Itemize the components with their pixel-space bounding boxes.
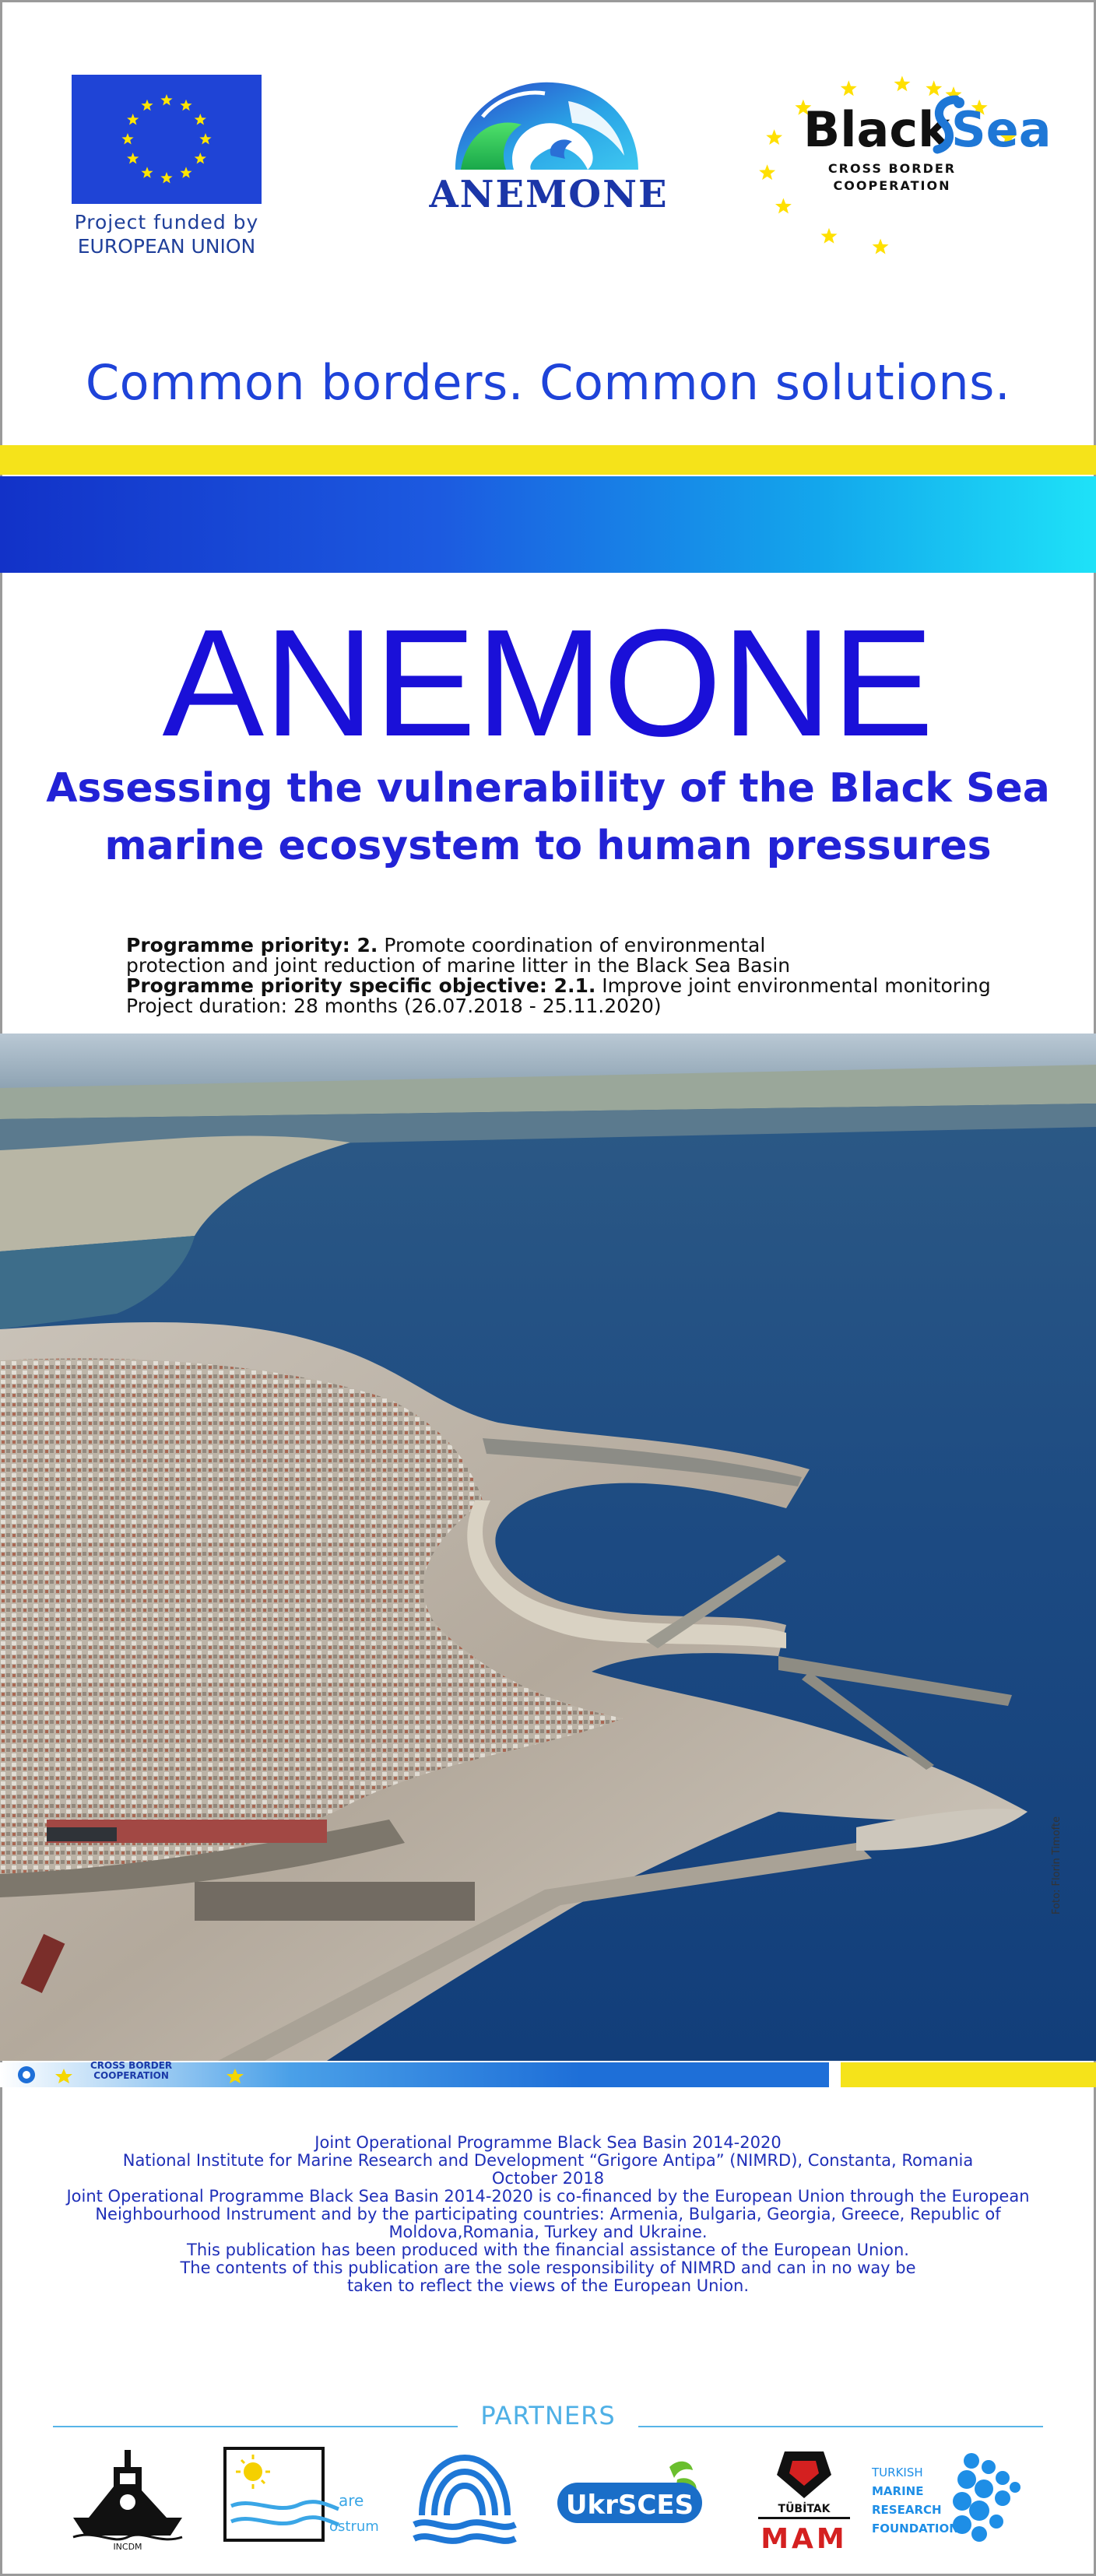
eu-funded-text: Project funded by — [74, 211, 259, 233]
subtitle-line-1: Assessing the vulnerability of the Black Sea — [46, 765, 1050, 812]
blacksea-logo-sub1: CROSS BORDER — [827, 161, 957, 176]
mare-nostrum-text-1: are — [339, 2491, 364, 2510]
cbc-band-text — [90, 2061, 172, 2081]
mam-logo-text: MAM — [761, 2523, 848, 2555]
blacksea-star-icon — [759, 164, 775, 180]
blacksea-logo-sub2: COOPERATION — [833, 178, 951, 193]
subtitle-line-2: marine ecosystem to human pressures — [104, 823, 992, 869]
mare-nostrum-logo-icon — [222, 2444, 381, 2553]
aerial-coast-photo — [0, 1034, 1096, 2061]
footer-line: The contents of this publication are the sole responsibility of NIMRD and can in no way be — [180, 2258, 916, 2277]
programme-info — [126, 935, 1021, 1016]
blacksea-star-icon — [841, 80, 857, 96]
partners-label: PARTNERS — [480, 2401, 616, 2430]
blue-gradient-band — [0, 476, 1096, 573]
footer-line: Joint Operational Programme Black Sea Basin 2014-2020 — [314, 2133, 782, 2152]
project-duration: Project duration: 28 months (26.07.2018 - 25.11.2020) — [126, 995, 662, 1017]
tubitak-logo-text: TÜBİTAK — [778, 2503, 831, 2515]
wave-circle-logo-icon — [411, 2444, 518, 2553]
page-subtitle — [0, 760, 1096, 875]
tmrf-text-1: TURKISH — [872, 2465, 923, 2479]
priority-label: Programme priority: 2. — [126, 934, 378, 956]
incdm-logo-text: INCDM — [113, 2542, 142, 2552]
objective-label: Programme priority specific objective: 2.1. — [126, 974, 596, 997]
priority-text-2: protection and joint reduction of marine litter in the Black Sea Basin — [126, 954, 791, 977]
footer-disclaimer — [31, 2134, 1065, 2295]
eu-name-text: EUROPEAN UNION — [77, 235, 256, 258]
tmrf-text-3: RESEARCH — [872, 2503, 942, 2517]
tmrf-logo-icon — [870, 2444, 1026, 2553]
tmrf-text-2: MARINE — [872, 2484, 924, 2498]
anemone-logo-text: ANEMONE — [429, 173, 669, 216]
blacksea-star-icon — [873, 239, 889, 254]
blacksea-star-icon — [926, 80, 942, 96]
blacksea-logo-word1: Black — [803, 101, 950, 158]
photo-credit: Foto: Florin Timofte — [1051, 1816, 1063, 1914]
incdm-logo-icon — [65, 2444, 190, 2553]
blacksea-cbc-logo-icon — [747, 68, 1052, 263]
eu-logo-block — [72, 75, 262, 258]
footer-line: Moldova,Romania, Turkey and Ukraine. — [388, 2223, 708, 2241]
footer-line: Joint Operational Programme Black Sea Basin 2014-2020 is co-financed by the European Union through the European — [66, 2187, 1030, 2206]
ukrsces-logo-icon — [553, 2444, 708, 2553]
blacksea-star-icon — [821, 228, 838, 244]
priority-text: Promote coordination of environmental — [378, 934, 766, 956]
page-title: ANEMONE — [162, 598, 934, 768]
tubitak-mam-logo-icon — [754, 2444, 855, 2553]
partners-rule-right — [638, 2426, 1043, 2427]
blacksea-star-icon — [775, 198, 792, 214]
objective-text: Improve joint environmental monitoring — [595, 974, 991, 997]
cbc-band-line-1: CROSS BORDER — [90, 2060, 173, 2071]
mare-nostrum-text-2: ostrum — [329, 2518, 379, 2535]
footer-line: Neighbourhood Instrument and by the participating countries: Armenia, Bulgaria, Georgia, Greece, Republic of — [95, 2205, 1001, 2223]
partners-heading — [53, 2401, 1043, 2432]
tagline: Common borders. Common solutions. — [85, 354, 1011, 411]
tmrf-text-4: FOUNDATION — [872, 2522, 959, 2536]
footer-line: National Institute for Marine Research and Development “Grigore Antipa” (NIMRD), Constanta, Romania — [122, 2151, 974, 2170]
footer-line: This publication has been produced with the financial assistance of the European Union. — [187, 2241, 909, 2259]
ukrsces-logo-text: UkrSCES — [565, 2490, 694, 2521]
footer-line: taken to reflect the views of the European Union. — [346, 2276, 750, 2295]
footer-line: October 2018 — [491, 2169, 605, 2188]
blacksea-star-icon — [766, 129, 782, 145]
blacksea-star-icon — [894, 75, 911, 91]
blacksea-logo-word2: Sea — [951, 101, 1052, 158]
yellow-band — [0, 445, 1096, 475]
cbc-band-line-2: COOPERATION — [93, 2070, 169, 2081]
eu-flag-icon — [72, 75, 262, 204]
